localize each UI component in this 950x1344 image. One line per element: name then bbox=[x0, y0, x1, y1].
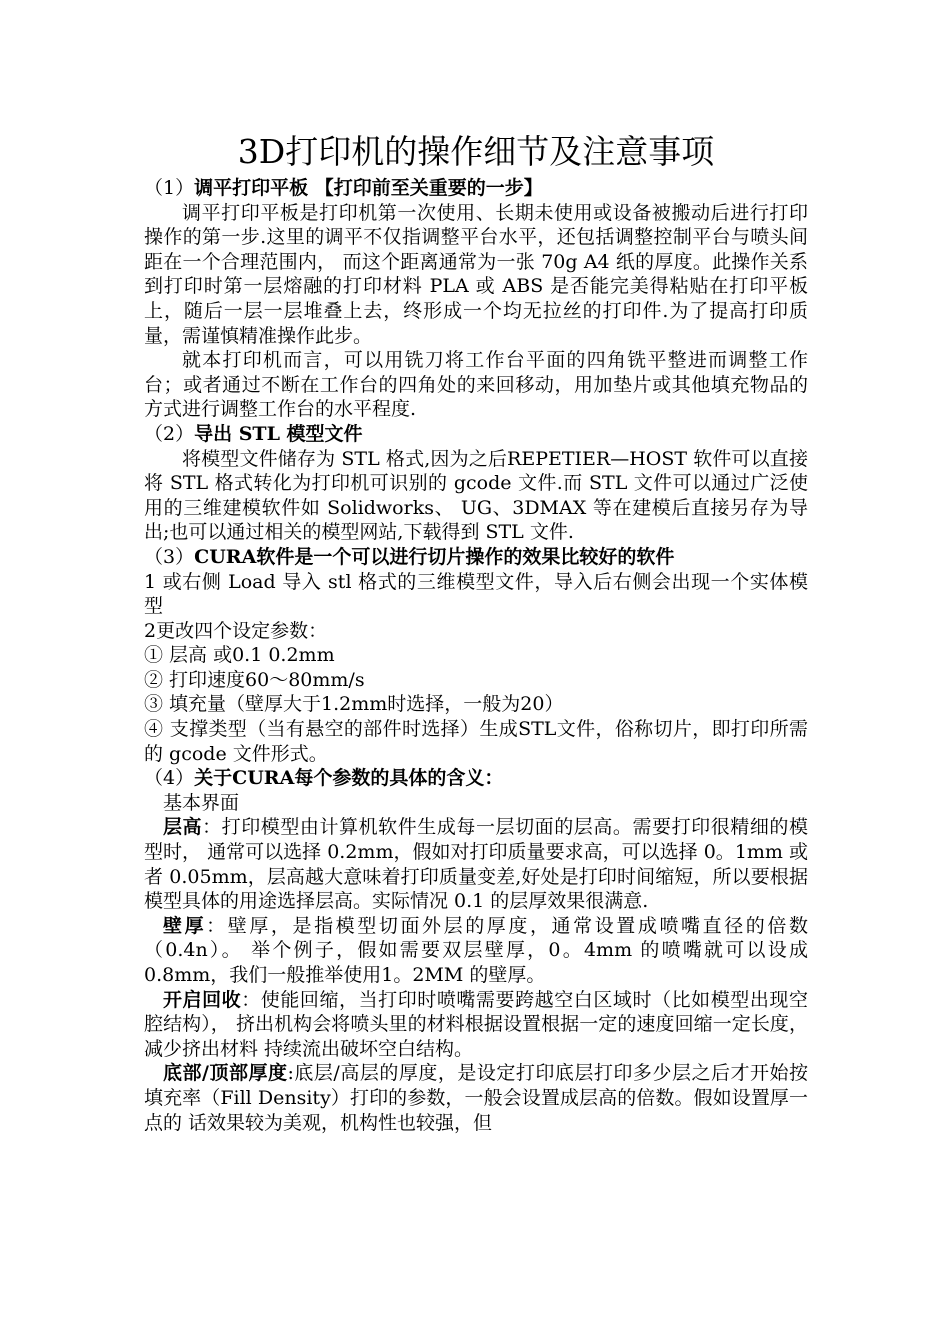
wall-thickness-paragraph bbox=[144, 914, 808, 988]
retraction-term: 开启回收 bbox=[163, 988, 242, 1011]
list-item: ② 打印速度60～80mm/s bbox=[144, 668, 365, 691]
bottom-top-thickness-paragraph bbox=[144, 1061, 808, 1135]
section-3-line-1: 1 或右侧 Load 导入 stl 格式的三维模型文件，导入后右侧会出现一个实体模型 bbox=[144, 570, 808, 618]
section-4-heading-text: 关于CURA每个参数的具体的含义： bbox=[194, 767, 504, 790]
retraction-paragraph bbox=[144, 988, 808, 1062]
section-3-heading-text: CURA软件是一个可以进行切片操作的效果比较好的软件 bbox=[194, 545, 675, 568]
layer-height-term: 层高 bbox=[163, 816, 203, 839]
basic-interface-label: 基本界面 bbox=[163, 791, 240, 814]
section-1-heading bbox=[144, 176, 808, 201]
list-item: ③ 填充量（壁厚大于1.2mm时选择，一般为20） bbox=[144, 693, 564, 716]
section-3-line-2: 2更改四个设定参数： bbox=[144, 619, 328, 642]
document-page bbox=[144, 130, 808, 1135]
section-2-paragraph-1: 将模型文件储存为 STL 格式,因为之后REPETIER—HOST 软件可以直接将 STL 格式转化为打印机可识别的 gcode 文件.而 STL 文件可以通过广泛使用的三维建模软件如 Solidworks、 UG、3DMAX 等在建模后直接另存为导出;也可以通过相关的模型网站,下载得到 STL 文件. bbox=[144, 447, 808, 544]
section-3-heading bbox=[144, 545, 808, 570]
section-1-paragraph-2: 就本打印机而言，可以用铣刀将工作台平面的四角铣平整进而调整工作台；或者通过不断在工作台的四角处的来回移动，用加垫片或其他填充物品的方式进行调整工作台的水平程度. bbox=[144, 349, 808, 421]
wall-thickness-text: ：壁厚，是指模型切面外层的厚度，通常设置成喷嘴直径的倍数（0.4n）。 举个例子，假如需要双层壁厚，0。4mm 的喷嘴就可以设成0.8mm，我们一般推举使用1。2MM 的壁厚。 bbox=[144, 914, 808, 986]
layer-height-paragraph bbox=[144, 815, 808, 913]
bottom-top-thickness-term: 底部/顶部厚度 bbox=[163, 1062, 288, 1085]
section-4-number: （4） bbox=[144, 767, 195, 790]
list-item: ① 层高 或0.1 0.2mm bbox=[144, 644, 335, 667]
page-title: 3D打印机的操作细节及注意事项 bbox=[237, 132, 715, 171]
section-1-heading-text: 调平打印平板 【打印前至关重要的一步】 bbox=[194, 177, 543, 199]
section-2-heading-text: 导出 STL 模型文件 bbox=[194, 422, 363, 445]
section-3-number: （3） bbox=[144, 545, 195, 568]
section-4-heading bbox=[144, 766, 808, 791]
section-1-number: （1） bbox=[144, 177, 195, 199]
section-2-heading bbox=[144, 422, 808, 447]
wall-thickness-term: 壁厚 bbox=[163, 914, 207, 937]
layer-height-text: ：打印模型由计算机软件生成每一层切面的层高。需要打印很精细的模型时， 通常可以选择 0.2mm，假如对打印质量要求高，可以选择 0。1mm 或者 0.05mm，层高越大意味着打印质量变差,好处是打印时间缩短，所以要根据模型具体的用途选择层高。实际情况 0.1 的层厚效果很满意. bbox=[144, 816, 808, 913]
bottom-top-thickness-text: :底层/高层的厚度，是设定打印底层打印多少层之后才开始按 填充率（Fill Density）打印的参数，一般会设置成层高的倍数。假如设置厚一点的 话效果较为美观，机构性也较强，但 bbox=[144, 1062, 808, 1134]
retraction-text: ：使能回缩，当打印时喷嘴需要跨越空白区域时（比如模型出现空腔结构）， 挤出机构会将喷头里的材料根据设置根据一定的速度回缩一定长度，减少挤出材料 持续流出破坏空白结构。 bbox=[144, 988, 808, 1060]
section-1-paragraph-1: 调平打印平板是打印机第一次使用、长期未使用或设备被搬动后进行打印操作的第一步.这里的调平不仅指调整平台水平，还包括调整控制平台与喷头间距在一个合理范围内， 而这个距离通常为一张 70g A4 纸的厚度。此操作关系到打印时第一层熔融的打印材料 PLA 或 ABS 是否能完美得粘贴在打印平板上，随后一层一层堆叠上去，终形成一个均无拉丝的打印件.为了提高打印质量，需谨慎精准操作此步。 bbox=[144, 201, 808, 347]
section-2-number: （2） bbox=[144, 422, 195, 445]
list-item: ④ 支撑类型（当有悬空的部件时选择）生成STL文件，俗称切片，即打印所需的 gcode 文件形式。 bbox=[144, 718, 808, 765]
